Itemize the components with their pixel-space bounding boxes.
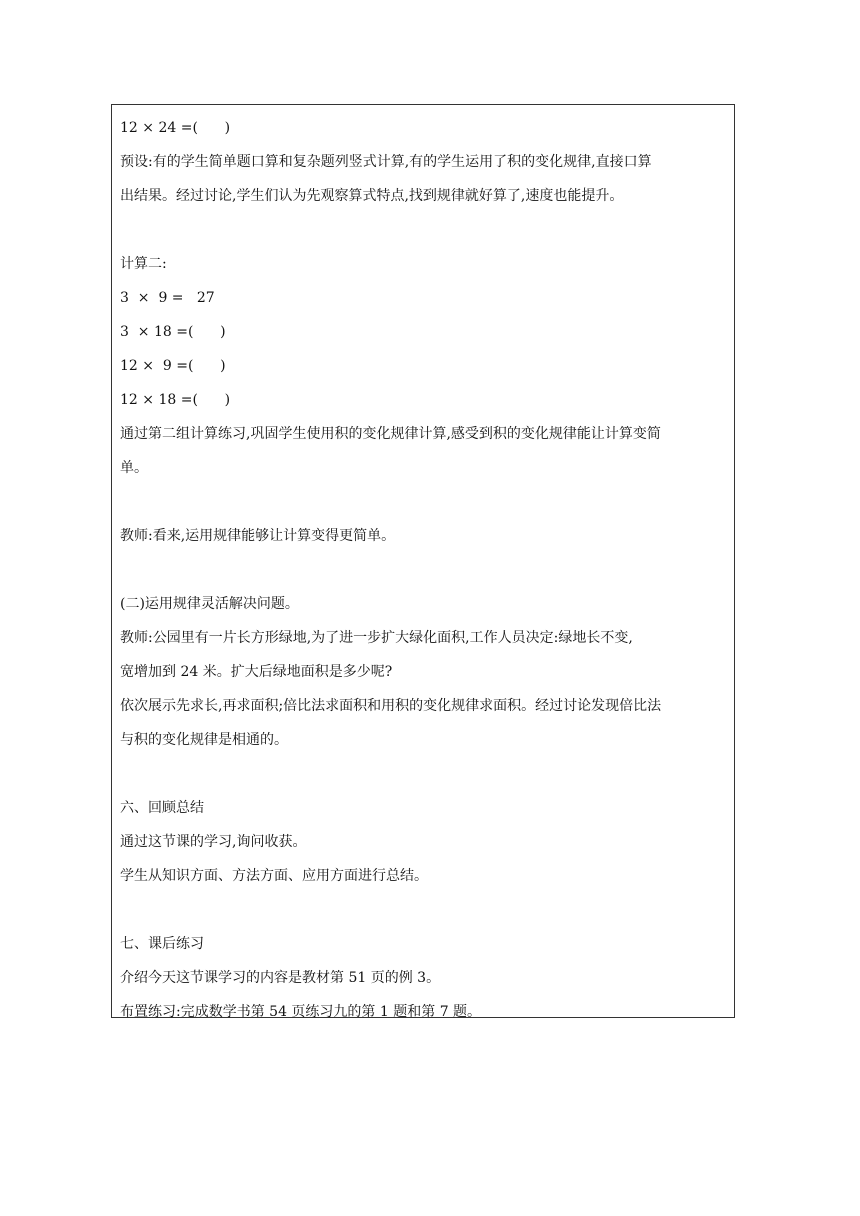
text-line: 介绍今天这节课学习的内容是教材第 51 页的例 3。 xyxy=(120,970,441,986)
expression-line: 12 × 18 =( ) xyxy=(120,392,231,408)
lesson-plan-box xyxy=(111,104,735,1018)
text-line: 教师:看来,运用规律能够让计算变得更简单。 xyxy=(120,528,396,544)
section-heading: (二)运用规律灵活解决问题。 xyxy=(120,596,299,612)
text-line: 宽增加到 24 米。扩大后绿地面积是多少呢? xyxy=(120,664,393,680)
text-line: 依次展示先求长,再求面积;倍比法求面积和用积的变化规律求面积。经过讨论发现倍比法 xyxy=(120,698,662,714)
text-line: 通过第二组计算练习,巩固学生使用积的变化规律计算,感受到积的变化规律能让计算变简 xyxy=(120,426,661,442)
expression-line: 3 × 18 =( ) xyxy=(120,324,226,340)
text-line: 出结果。经过讨论,学生们认为先观察算式特点,找到规律就好算了,速度也能提升。 xyxy=(120,188,624,204)
text-line: 预设:有的学生简单题口算和复杂题列竖式计算,有的学生运用了积的变化规律,直接口算 xyxy=(120,154,652,170)
text-line: 教师:公园里有一片长方形绿地,为了进一步扩大绿化面积,工作人员决定:绿地长不变, xyxy=(120,630,633,646)
expression-line: 12 × 24 =( ) xyxy=(120,120,231,136)
section-heading: 六、回顾总结 xyxy=(120,800,204,816)
text-line: 单。 xyxy=(120,460,148,476)
section-heading: 七、课后练习 xyxy=(120,936,204,952)
text-line: 学生从知识方面、方法方面、应用方面进行总结。 xyxy=(120,868,428,884)
text-line: 布置练习:完成数学书第 54 页练习九的第 1 题和第 7 题。 xyxy=(120,1004,482,1020)
text-line: 与积的变化规律是相通的。 xyxy=(120,732,288,748)
expression-line: 12 × 9 =( ) xyxy=(120,358,226,374)
blank-line xyxy=(120,893,726,927)
blank-line xyxy=(120,553,726,587)
blank-line xyxy=(120,757,726,791)
text-line: 通过这节课的学习,询问收获。 xyxy=(120,834,307,850)
blank-line xyxy=(120,213,726,247)
section-label: 计算二: xyxy=(120,256,167,272)
expression-line: 3 × 9 = 27 xyxy=(120,290,215,306)
blank-line xyxy=(120,485,726,519)
